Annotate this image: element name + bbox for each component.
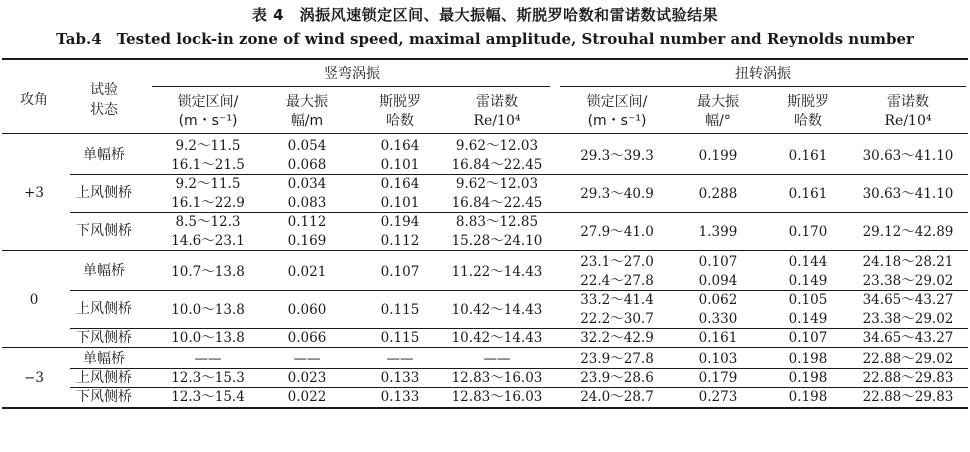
table-rule xyxy=(560,86,966,87)
vertical-cell: —— xyxy=(386,351,414,367)
row-state: 单幅桥 xyxy=(83,147,125,163)
vertical-cell: 16.1～21.5 xyxy=(171,157,245,173)
vertical-cell: 0.021 xyxy=(287,263,327,280)
vertical-cell: 0.083 xyxy=(287,195,327,211)
vertical-cell: 11.22～14.43 xyxy=(451,263,543,280)
vertical-cell: —— xyxy=(194,351,222,367)
torsion-cell: 1.399 xyxy=(698,223,738,240)
torsion-cell: 23.9～27.8 xyxy=(580,351,654,367)
table-rule xyxy=(2,133,968,134)
header-col-t_re_2: Re/10⁴ xyxy=(884,113,932,129)
torsion-cell: 0.107 xyxy=(698,254,738,270)
torsion-cell: 30.63～41.10 xyxy=(862,147,954,164)
vertical-cell: 0.101 xyxy=(380,195,420,211)
vertical-cell: 10.7～13.8 xyxy=(171,263,245,280)
torsion-cell: 0.144 xyxy=(788,254,828,270)
header-col-t_lock_2: (m・s⁻¹) xyxy=(587,113,647,129)
torsion-cell: 0.103 xyxy=(698,351,738,367)
vertical-cell: 10.42～14.43 xyxy=(451,301,543,318)
vertical-cell: 0.133 xyxy=(380,389,420,405)
vertical-cell: 0.023 xyxy=(287,370,327,386)
torsion-cell: 22.88～29.83 xyxy=(862,370,954,386)
vertical-cell: 9.62～12.03 xyxy=(455,176,539,192)
vertical-cell: 0.115 xyxy=(380,301,420,318)
torsion-cell: 23.38～29.02 xyxy=(862,311,954,327)
table-title-zh: 表 4 涡振风速锁定区间、最大振幅、斯脱罗哈数和雷诺数试验结果 xyxy=(251,6,719,24)
row-state: 下风侧桥 xyxy=(76,329,132,346)
vertical-cell: 8.5～12.3 xyxy=(175,214,241,230)
torsion-cell: 0.149 xyxy=(788,273,828,289)
torsion-cell: 29.3～40.9 xyxy=(580,185,654,202)
vertical-cell: 16.84～22.45 xyxy=(451,157,543,173)
torsion-cell: 0.330 xyxy=(698,311,738,327)
torsion-cell: 0.105 xyxy=(788,292,828,308)
header-col-t_amp_1: 最大振 xyxy=(697,94,739,110)
torsion-cell: 0.094 xyxy=(698,273,738,289)
torsion-cell: 23.9～28.6 xyxy=(580,370,654,386)
vertical-cell: 12.3～15.3 xyxy=(171,370,245,386)
torsion-cell: 0.198 xyxy=(788,351,828,367)
torsion-cell: 32.2～42.9 xyxy=(580,330,654,346)
vertical-cell: 0.107 xyxy=(380,263,420,280)
torsion-cell: 24.0～28.7 xyxy=(580,389,654,405)
vertical-cell: 0.112 xyxy=(287,214,327,230)
vertical-cell: 0.101 xyxy=(380,157,420,173)
header-col-t_st_2: 哈数 xyxy=(794,113,822,129)
header-col-t_lock_1: 锁定区间/ xyxy=(586,94,648,110)
header-col-v_lock_2: (m・s⁻¹) xyxy=(178,113,238,129)
header-col-v_re_1: 雷诺数 xyxy=(476,94,518,110)
header-angle: 攻角 xyxy=(20,92,48,108)
vertical-cell: 0.022 xyxy=(287,389,327,405)
vertical-cell: 12.3～15.4 xyxy=(171,389,245,405)
header-col-t_re_1: 雷诺数 xyxy=(887,94,929,110)
vertical-cell: 0.112 xyxy=(380,233,420,249)
vertical-cell: 9.2～11.5 xyxy=(175,176,241,192)
table-rule xyxy=(2,407,968,409)
vertical-cell: 0.060 xyxy=(287,301,327,318)
vertical-cell: 14.6～23.1 xyxy=(171,233,245,249)
torsion-cell: 0.288 xyxy=(698,185,738,202)
vertical-cell: 15.28～24.10 xyxy=(451,233,543,249)
vertical-cell: 0.169 xyxy=(287,233,327,249)
row-state: 单幅桥 xyxy=(83,350,125,367)
torsion-cell: 29.12～42.89 xyxy=(862,223,954,240)
torsion-cell: 0.161 xyxy=(698,330,738,346)
torsion-cell: 0.273 xyxy=(698,389,738,405)
torsion-cell: 33.2～41.4 xyxy=(580,292,654,308)
vertical-cell: 10.42～14.43 xyxy=(451,330,543,346)
group-angle: 0 xyxy=(29,291,39,308)
row-state: 下风侧桥 xyxy=(76,223,132,239)
vertical-cell: 12.83～16.03 xyxy=(451,389,543,405)
vertical-cell: 0.164 xyxy=(380,138,420,154)
row-state: 上风侧桥 xyxy=(76,185,132,201)
torsion-cell: 22.88～29.83 xyxy=(862,389,954,405)
table-title-en: Tab.4 Tested lock-in zone of wind speed, maximal amplitude, Strouhal number and Reynolds number xyxy=(56,30,914,48)
torsion-cell: 34.65～43.27 xyxy=(862,292,954,308)
header-col-v_amp_2: 幅/m xyxy=(290,113,324,129)
vertical-cell: 8.83～12.85 xyxy=(455,214,539,230)
torsion-cell: 0.149 xyxy=(788,311,828,327)
header-state-line2: 状态 xyxy=(90,102,118,118)
torsion-cell: 0.170 xyxy=(788,223,828,240)
table-rule xyxy=(152,86,550,87)
vertical-cell: 10.0～13.8 xyxy=(171,330,245,346)
header-col-t_amp_2: 幅/° xyxy=(705,113,731,129)
row-state: 下风侧桥 xyxy=(76,388,132,405)
vertical-cell: 16.84～22.45 xyxy=(451,195,543,211)
vertical-cell: —— xyxy=(483,351,511,367)
torsion-cell: 0.161 xyxy=(788,147,828,164)
row-state: 上风侧桥 xyxy=(76,369,132,386)
header-group-torsion: 扭转涡振 xyxy=(735,66,791,82)
header-col-v_re_2: Re/10⁴ xyxy=(473,113,521,129)
vertical-cell: 0.164 xyxy=(380,176,420,192)
vertical-cell: 16.1～22.9 xyxy=(171,195,245,211)
vertical-cell: 9.62～12.03 xyxy=(455,138,539,154)
header-col-t_st_1: 斯脱罗 xyxy=(787,94,829,110)
table-rule xyxy=(2,58,968,60)
vertical-cell: 12.83～16.03 xyxy=(451,370,543,386)
vertical-cell: 0.194 xyxy=(380,214,420,230)
torsion-cell: 34.65～43.27 xyxy=(862,330,954,346)
torsion-cell: 22.4～27.8 xyxy=(580,273,654,289)
vertical-cell: 0.115 xyxy=(380,330,420,346)
row-state: 上风侧桥 xyxy=(76,301,132,317)
header-state-line1: 试验 xyxy=(90,82,118,98)
torsion-cell: 30.63～41.10 xyxy=(862,185,954,202)
torsion-cell: 0.179 xyxy=(698,370,738,386)
torsion-cell: 27.9～41.0 xyxy=(580,223,654,240)
torsion-cell: 0.107 xyxy=(788,330,828,346)
group-angle: −3 xyxy=(24,369,44,386)
torsion-cell: 22.2～30.7 xyxy=(580,311,654,327)
torsion-cell: 24.18～28.21 xyxy=(862,254,954,270)
header-col-v_st_2: 哈数 xyxy=(386,113,414,129)
group-angle: +3 xyxy=(24,185,44,201)
vertical-cell: 10.0～13.8 xyxy=(171,301,245,318)
vertical-cell: 0.068 xyxy=(287,157,327,173)
header-col-v_st_1: 斯脱罗 xyxy=(379,94,421,110)
torsion-cell: 0.199 xyxy=(698,147,738,164)
torsion-cell: 23.38～29.02 xyxy=(862,273,954,289)
vertical-cell: —— xyxy=(293,351,321,367)
header-group-vertical: 竖弯涡振 xyxy=(324,66,380,82)
vertical-cell: 0.034 xyxy=(287,176,327,192)
torsion-cell: 0.198 xyxy=(788,370,828,386)
header-col-v_lock_1: 锁定区间/ xyxy=(177,94,239,110)
torsion-cell: 0.198 xyxy=(788,389,828,405)
vertical-cell: 9.2～11.5 xyxy=(175,138,241,154)
torsion-cell: 0.161 xyxy=(788,185,828,202)
row-state: 单幅桥 xyxy=(83,263,125,279)
torsion-cell: 23.1～27.0 xyxy=(580,254,654,270)
header-col-v_amp_1: 最大振 xyxy=(286,94,328,110)
torsion-cell: 0.062 xyxy=(698,292,738,308)
torsion-cell: 22.88～29.02 xyxy=(862,351,954,367)
vertical-cell: 0.133 xyxy=(380,370,420,386)
vertical-cell: 0.066 xyxy=(287,330,327,346)
vertical-cell: 0.054 xyxy=(287,138,327,154)
torsion-cell: 29.3～39.3 xyxy=(580,147,654,164)
